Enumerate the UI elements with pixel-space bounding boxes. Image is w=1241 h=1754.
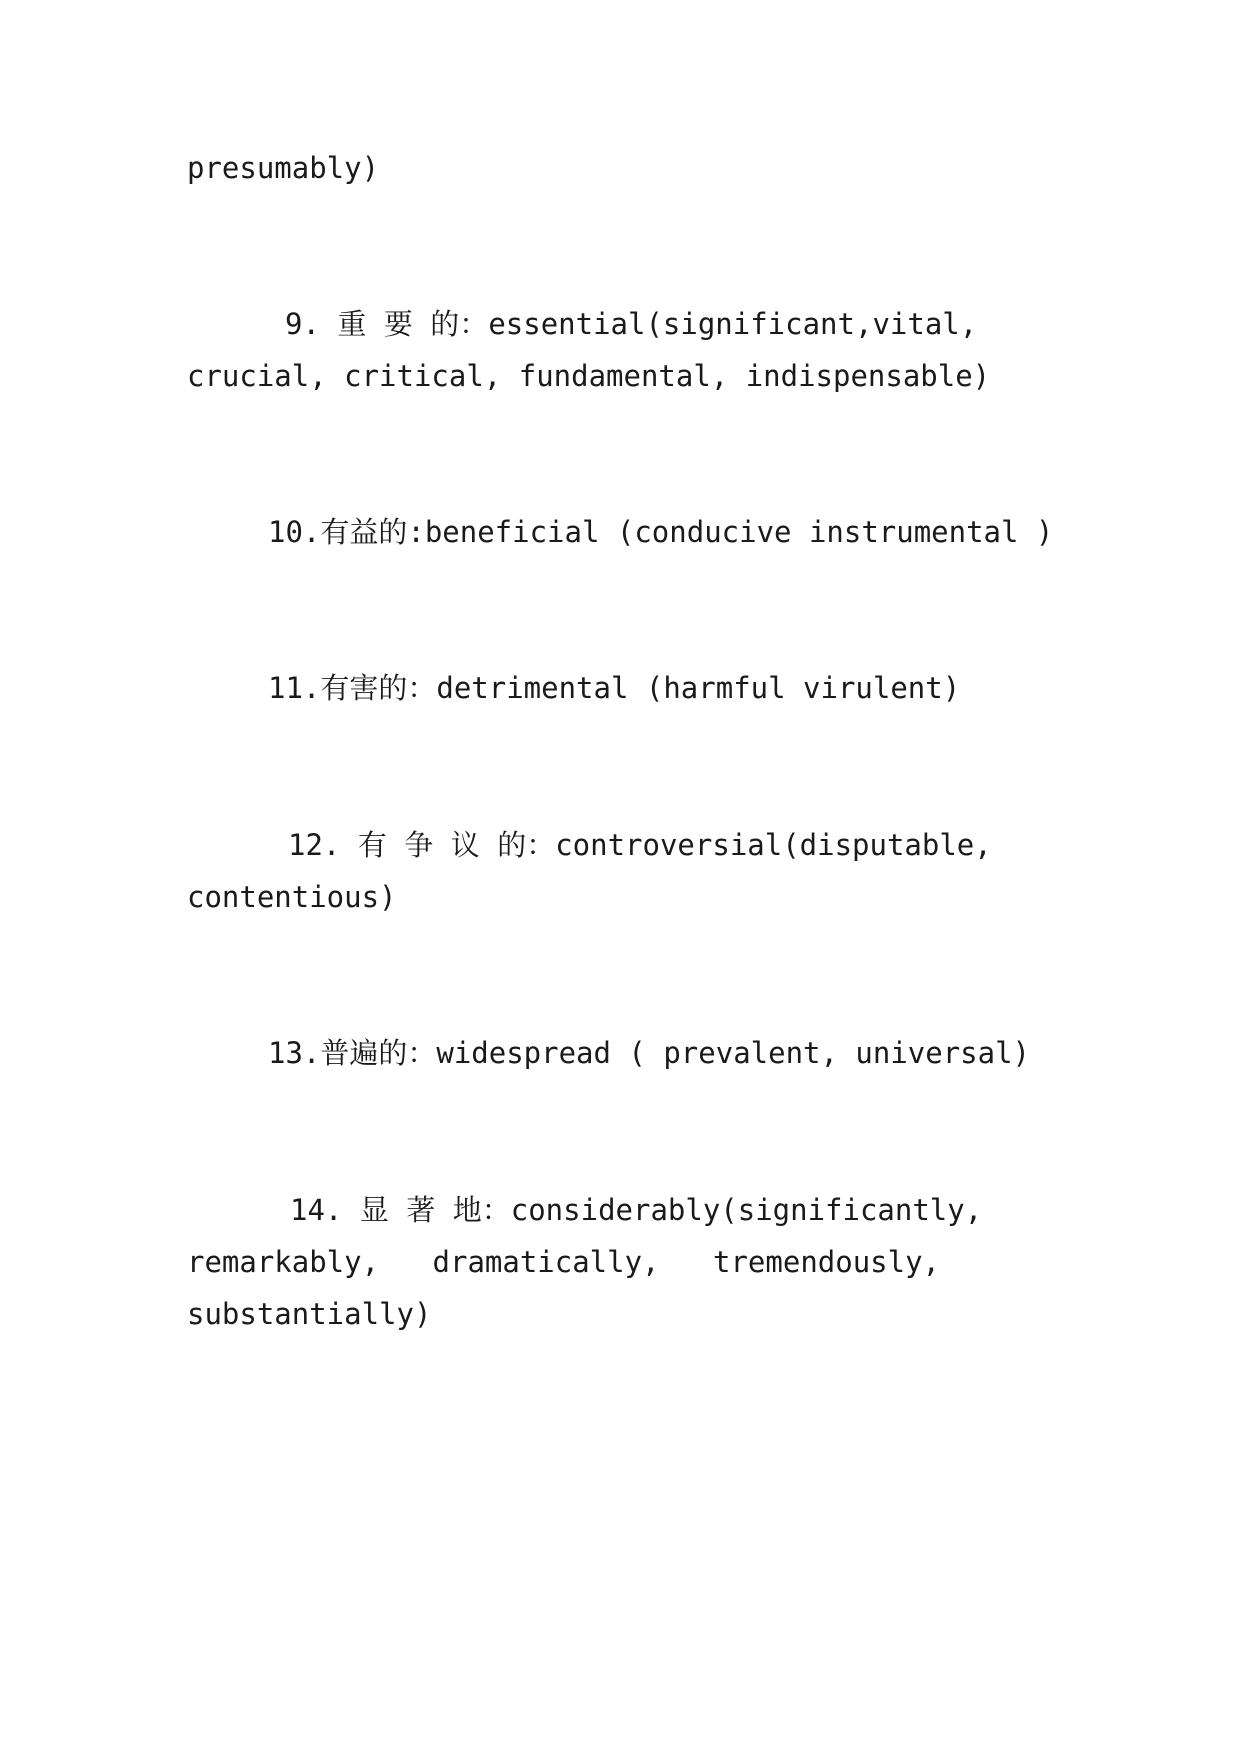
- item-9-word: essential: [488, 307, 646, 341]
- item-14-syn-c: tremendously,: [713, 1245, 940, 1279]
- item-13-line: 13.普遍的：widespread ( prevalent, universal): [268, 1036, 1031, 1070]
- item-9-syn-2: vital,: [872, 307, 978, 341]
- item-14-term: 14. 显 著 地：: [290, 1193, 511, 1227]
- item-14-word: considerably: [510, 1193, 721, 1227]
- item-14-line-2: [187, 1242, 940, 1282]
- item-12-word: controversial: [555, 828, 783, 862]
- item-9-syn-1: (significant,: [645, 307, 873, 341]
- item-14-line-3: substantially): [187, 1297, 432, 1331]
- item-12-term: 12. 有 争 议 的：: [288, 828, 556, 862]
- item-12-line-1: [288, 825, 992, 865]
- item-14-line-1: [290, 1190, 983, 1230]
- item-12-syn: (disputable,: [782, 828, 992, 862]
- item-9-line-1: [285, 304, 978, 344]
- item-11-line: 11.有害的：detrimental (harmful virulent): [268, 671, 961, 705]
- text-line: presumably): [187, 151, 380, 185]
- item-9-term: 9. 重 要 的：: [285, 307, 489, 341]
- item-14-syn: (significantly,: [720, 1193, 983, 1227]
- item-9-line-2: crucial, critical, fundamental, indispensable): [187, 359, 991, 393]
- item-10-line: 10.有益的:beneficial (conducive instrumental ): [268, 515, 1054, 549]
- item-12-line-2: contentious): [187, 880, 397, 914]
- item-14-syn-a: remarkably,: [187, 1245, 380, 1279]
- item-14-syn-b: dramatically,: [432, 1245, 660, 1279]
